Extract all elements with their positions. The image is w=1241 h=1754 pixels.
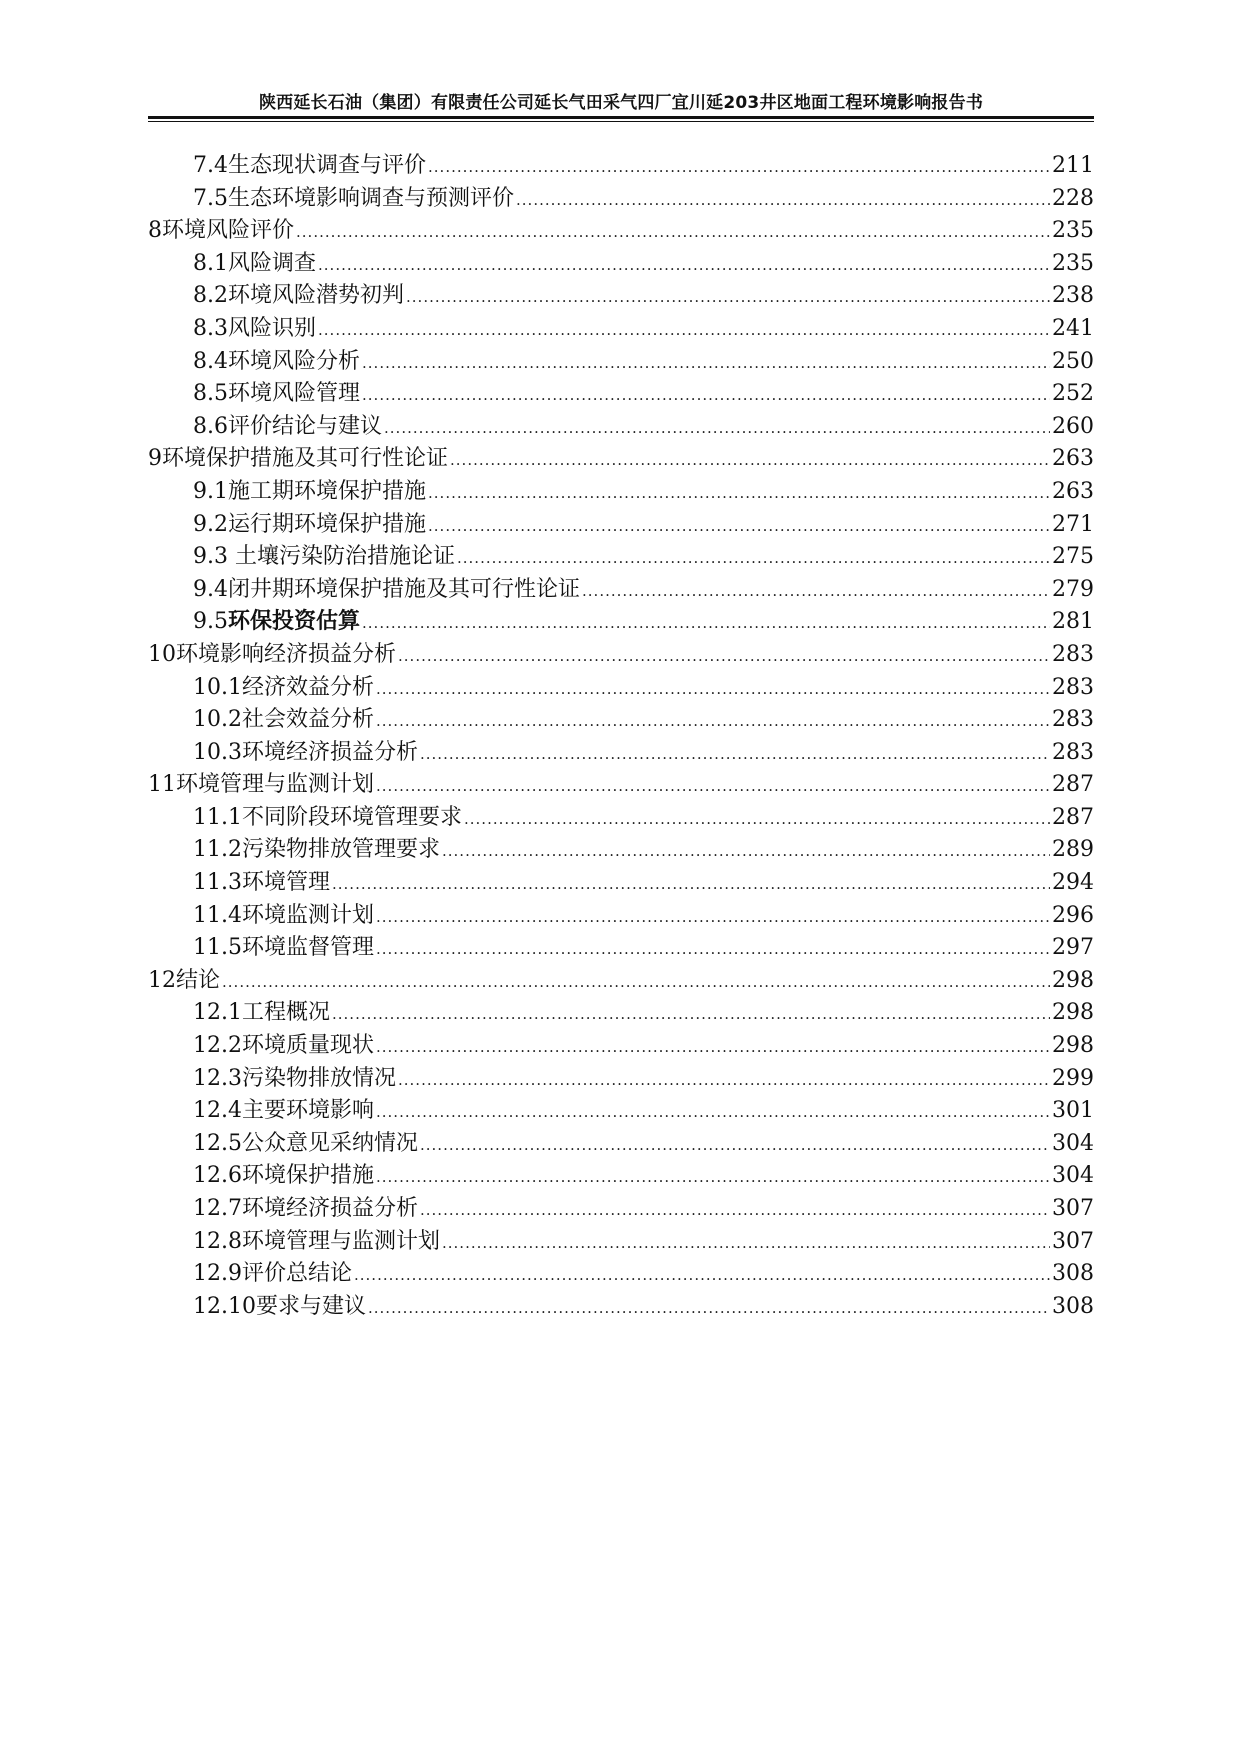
toc-leader-dots [442, 835, 1050, 868]
toc-entry-number: 8.6 [193, 413, 228, 439]
toc-entry-label: 土壤污染防治措施论证 [234, 544, 455, 570]
toc-entry-label: 污染物排放管理要求 [241, 837, 440, 863]
toc-entry[interactable] [148, 802, 1094, 835]
toc-leader-dots [428, 477, 1050, 510]
toc-entry-title [193, 1160, 374, 1193]
toc-entry[interactable] [148, 606, 1094, 639]
toc-entry-number: 8.4 [193, 348, 228, 374]
toc-entry-page-number: 241 [1052, 315, 1094, 341]
toc-leader-dots [384, 412, 1050, 445]
toc-entry-number: 12.10 [193, 1293, 256, 1319]
toc-entry-page-number: 228 [1052, 185, 1094, 211]
toc-entry-number: 10.1 [193, 674, 242, 700]
toc-entry-title [193, 802, 462, 835]
toc-entry-page-number: 235 [1052, 218, 1094, 244]
toc-entry-number: 9.4 [193, 576, 228, 602]
toc-entry-number: 9 [148, 446, 162, 472]
toc-leader-dots [362, 379, 1050, 412]
toc-entry-title [148, 443, 448, 476]
toc-entry-title [193, 150, 426, 183]
toc-entry-number: 10.2 [193, 707, 242, 733]
toc-entry-title [193, 574, 580, 607]
toc-leader-dots [450, 444, 1050, 477]
toc-leader-dots [332, 868, 1050, 901]
toc-entry-page-number: 235 [1052, 250, 1094, 276]
toc-entry-label: 环保投资估算 [228, 609, 361, 635]
toc-entry-page-number: 260 [1052, 413, 1094, 439]
toc-entry-title [193, 900, 374, 933]
toc-leader-dots [376, 1161, 1050, 1194]
toc-leader-dots [428, 151, 1050, 184]
toc-leader-dots [368, 1292, 1050, 1325]
toc-leader-dots [376, 770, 1050, 803]
toc-entry-number: 11.4 [193, 902, 242, 928]
toc-entry-number: 12.5 [193, 1130, 242, 1156]
toc-leader-dots [398, 1064, 1050, 1097]
toc-entry-number: 11.3 [193, 870, 242, 896]
toc-entry-page-number: 304 [1052, 1130, 1094, 1156]
header-divider-thin [148, 121, 1094, 122]
toc-entry-number: 9.3 [193, 544, 235, 570]
toc-entry-title [193, 183, 514, 216]
toc-entry-number: 12.4 [193, 1098, 242, 1124]
toc-entry-number: 11.5 [193, 935, 242, 961]
toc-entry-page-number: 294 [1052, 870, 1094, 896]
toc-entry-number: 11.2 [193, 837, 242, 863]
toc-leader-dots [376, 673, 1050, 706]
toc-entry[interactable] [148, 1193, 1094, 1226]
toc-entry-label: 污染物排放情况 [241, 1065, 396, 1091]
toc-entry-title [148, 639, 396, 672]
toc-entry-page-number: 298 [1052, 1000, 1094, 1026]
toc-leader-dots [420, 1129, 1050, 1162]
toc-entry[interactable] [148, 639, 1094, 672]
toc-entry-label: 施工期环境保护措施 [228, 478, 427, 504]
header-divider-thick [148, 116, 1094, 119]
toc-entry-number: 12.2 [193, 1033, 242, 1059]
toc-entry-label: 要求与建议 [255, 1293, 366, 1319]
toc-entry-page-number: 298 [1052, 967, 1094, 993]
toc-entry-number: 8 [148, 218, 162, 244]
toc-entry-page-number: 301 [1052, 1098, 1094, 1124]
toc-entry-number: 10.3 [193, 739, 242, 765]
toc-entry[interactable] [148, 541, 1094, 574]
toc-entry-page-number: 263 [1052, 446, 1094, 472]
toc-entry[interactable] [148, 1226, 1094, 1259]
toc-entry-page-number: 281 [1052, 609, 1094, 635]
toc-entry-number: 12 [148, 967, 176, 993]
toc-entry-page-number: 283 [1052, 641, 1094, 667]
toc-entry-page-number: 211 [1052, 153, 1094, 178]
toc-entry-page-number: 250 [1052, 348, 1094, 374]
toc-entry-title [193, 476, 426, 509]
table-of-contents [148, 150, 1094, 1323]
toc-entry[interactable] [148, 1030, 1094, 1063]
toc-entry-title [193, 1128, 418, 1161]
toc-entry-page-number: 283 [1052, 739, 1094, 765]
toc-entry-page-number: 304 [1052, 1163, 1094, 1189]
toc-entry-title [193, 280, 404, 313]
toc-entry-page-number: 287 [1052, 804, 1094, 830]
toc-entry[interactable] [148, 1258, 1094, 1291]
toc-leader-dots [457, 542, 1050, 575]
page-header-title: 陕西延长石油（集团）有限责任公司延长气田采气四厂宜川延203井区地面工程环境影响报告书 [258, 93, 984, 113]
toc-entry[interactable] [148, 280, 1094, 313]
toc-entry[interactable] [148, 378, 1094, 411]
toc-entry-number: 9.1 [193, 478, 228, 504]
toc-entry-page-number: 275 [1052, 544, 1094, 570]
toc-entry-number: 11.1 [193, 804, 242, 830]
toc-leader-dots [420, 1194, 1050, 1227]
toc-entry-label: 运行期环境保护措施 [228, 511, 427, 537]
toc-entry-label: 环境经济损益分析 [241, 739, 418, 765]
toc-entry[interactable] [148, 183, 1094, 216]
toc-leader-dots [376, 933, 1050, 966]
toc-entry-number: 10 [148, 641, 176, 667]
toc-entry-title [193, 737, 418, 770]
toc-entry-page-number: 299 [1052, 1065, 1094, 1091]
toc-leader-dots [332, 998, 1050, 1031]
toc-entry-label: 环境监督管理 [241, 935, 374, 961]
toc-entry-label: 环境保护措施及其可行性论证 [162, 446, 449, 472]
toc-entry-title [193, 606, 360, 639]
toc-entry-title [148, 769, 374, 802]
toc-leader-dots [376, 1031, 1050, 1064]
toc-entry-label: 环境风险评价 [162, 218, 295, 244]
toc-leader-dots [376, 705, 1050, 738]
toc-entry[interactable] [148, 704, 1094, 737]
toc-entry[interactable] [148, 672, 1094, 705]
toc-entry-number: 9.2 [193, 511, 228, 537]
toc-entry[interactable] [148, 997, 1094, 1030]
toc-entry-title [193, 411, 382, 444]
toc-entry-number: 9.5 [193, 609, 228, 635]
toc-entry-label: 公众意见采纳情况 [241, 1130, 418, 1156]
toc-entry-label: 风险调查 [228, 250, 317, 276]
toc-entry-title [148, 215, 294, 248]
toc-entry-page-number: 307 [1052, 1196, 1094, 1221]
toc-entry-page-number: 289 [1052, 837, 1094, 863]
toc-entry-page-number: 287 [1052, 772, 1094, 798]
toc-leader-dots [582, 575, 1050, 608]
toc-entry-number: 12.8 [193, 1228, 242, 1254]
toc-leader-dots [318, 249, 1050, 282]
toc-entry-title [193, 932, 374, 965]
toc-entry[interactable] [148, 834, 1094, 867]
toc-entry[interactable] [148, 150, 1094, 183]
toc-entry-label: 生态环境影响调查与预测评价 [228, 185, 515, 211]
toc-entry[interactable] [148, 215, 1094, 248]
toc-entry[interactable] [148, 509, 1094, 542]
toc-entry-title [193, 997, 330, 1030]
toc-entry-page-number: 307 [1052, 1228, 1094, 1254]
toc-entry-page-number: 298 [1052, 1033, 1094, 1059]
toc-entry[interactable] [148, 574, 1094, 607]
toc-entry-label: 环境质量现状 [241, 1033, 374, 1059]
toc-leader-dots [318, 314, 1050, 347]
toc-entry[interactable] [148, 411, 1094, 444]
toc-entry[interactable] [148, 1095, 1094, 1128]
toc-entry-title [193, 313, 316, 346]
toc-entry[interactable] [148, 1063, 1094, 1096]
toc-entry-label: 结论 [176, 967, 221, 993]
toc-entry[interactable] [148, 313, 1094, 346]
toc-entry-label: 环境影响经济损益分析 [176, 641, 397, 667]
toc-leader-dots [406, 281, 1050, 314]
toc-entry-label: 经济效益分析 [241, 674, 374, 700]
toc-entry-label: 环境经济损益分析 [241, 1196, 418, 1221]
toc-entry[interactable] [148, 476, 1094, 509]
toc-entry-number: 7.5 [193, 185, 228, 211]
toc-entry-title [193, 541, 455, 574]
toc-entry-label: 生态现状调查与评价 [228, 153, 427, 178]
toc-entry-label: 环境管理 [241, 870, 330, 896]
toc-entry-label: 环境风险管理 [228, 381, 361, 407]
toc-entry-page-number: 263 [1052, 478, 1094, 504]
toc-entry-label: 工程概况 [241, 1000, 330, 1026]
toc-entry[interactable] [148, 900, 1094, 933]
toc-entry-label: 主要环境影响 [241, 1098, 374, 1124]
toc-entry-title [193, 1258, 352, 1291]
toc-entry-number: 7.4 [193, 153, 228, 178]
toc-leader-dots [398, 640, 1050, 673]
toc-entry[interactable] [148, 867, 1094, 900]
toc-entry[interactable] [148, 1128, 1094, 1161]
toc-entry-page-number: 296 [1052, 902, 1094, 928]
toc-entry-label: 环境保护措施 [241, 1163, 374, 1189]
toc-entry-number: 8.3 [193, 315, 228, 341]
toc-entry-label: 闭井期环境保护措施及其可行性论证 [228, 576, 581, 602]
toc-leader-dots [362, 347, 1050, 380]
toc-entry-label: 评价结论与建议 [228, 413, 383, 439]
toc-entry-title [193, 867, 330, 900]
toc-entry-page-number: 238 [1052, 283, 1094, 309]
toc-entry-page-number: 271 [1052, 511, 1094, 537]
toc-entry[interactable] [148, 443, 1094, 476]
toc-entry-label: 环境监测计划 [241, 902, 374, 928]
toc-entry[interactable] [148, 1291, 1094, 1324]
toc-entry-number: 8.1 [193, 250, 228, 276]
toc-entry-page-number: 283 [1052, 707, 1094, 733]
toc-entry-page-number: 283 [1052, 674, 1094, 700]
toc-entry-page-number: 308 [1052, 1293, 1094, 1319]
toc-entry-number: 8.5 [193, 381, 228, 407]
toc-entry-page-number: 308 [1052, 1261, 1094, 1287]
toc-entry-label: 社会效益分析 [241, 707, 374, 733]
toc-entry-label: 环境风险潜势初判 [228, 283, 405, 309]
toc-leader-dots [296, 216, 1050, 249]
toc-entry-title [193, 672, 374, 705]
toc-entry[interactable] [148, 932, 1094, 965]
toc-entry-number: 12.9 [193, 1261, 242, 1287]
toc-entry-label: 不同阶段环境管理要求 [241, 804, 462, 830]
toc-entry-label: 环境管理与监测计划 [241, 1228, 440, 1254]
toc-entry-title [193, 704, 374, 737]
toc-leader-dots [376, 1096, 1050, 1129]
toc-entry-title [193, 346, 360, 379]
toc-entry-page-number: 297 [1052, 935, 1094, 961]
toc-entry-number: 12.7 [193, 1196, 242, 1221]
toc-entry[interactable] [148, 769, 1094, 802]
toc-entry-title [193, 1095, 374, 1128]
toc-entry-label: 环境风险分析 [228, 348, 361, 374]
toc-entry-page-number: 279 [1052, 576, 1094, 602]
toc-entry-page-number: 252 [1052, 381, 1094, 407]
toc-leader-dots [354, 1259, 1050, 1292]
toc-leader-dots [464, 803, 1050, 836]
toc-entry[interactable] [148, 1160, 1094, 1193]
toc-leader-dots [420, 738, 1050, 771]
toc-leader-dots [516, 184, 1050, 217]
toc-entry-title [193, 834, 440, 867]
toc-entry-number: 12.1 [193, 1000, 242, 1026]
toc-leader-dots [376, 901, 1050, 934]
toc-entry[interactable] [148, 965, 1094, 998]
toc-entry-label: 评价总结论 [241, 1261, 352, 1287]
toc-entry-title [193, 509, 426, 542]
toc-entry-title [193, 1193, 418, 1226]
toc-entry-title [193, 1291, 366, 1324]
toc-entry-title [193, 1030, 374, 1063]
toc-entry-label: 风险识别 [228, 315, 317, 341]
toc-entry-number: 12.6 [193, 1163, 242, 1189]
toc-entry[interactable] [148, 346, 1094, 379]
toc-leader-dots [362, 607, 1050, 640]
toc-entry[interactable] [148, 737, 1094, 770]
toc-entry-number: 12.3 [193, 1065, 242, 1091]
toc-entry-title [148, 965, 220, 998]
toc-entry-title [193, 1226, 440, 1259]
toc-entry-label: 环境管理与监测计划 [176, 772, 375, 798]
toc-leader-dots [442, 1227, 1050, 1260]
toc-entry-title [193, 1063, 396, 1096]
toc-entry-number: 11 [148, 772, 176, 798]
toc-leader-dots [428, 510, 1050, 543]
toc-entry-number: 8.2 [193, 283, 228, 309]
toc-leader-dots [222, 966, 1050, 999]
toc-entry-title [193, 378, 360, 411]
toc-entry[interactable] [148, 248, 1094, 281]
toc-entry-title [193, 248, 316, 281]
